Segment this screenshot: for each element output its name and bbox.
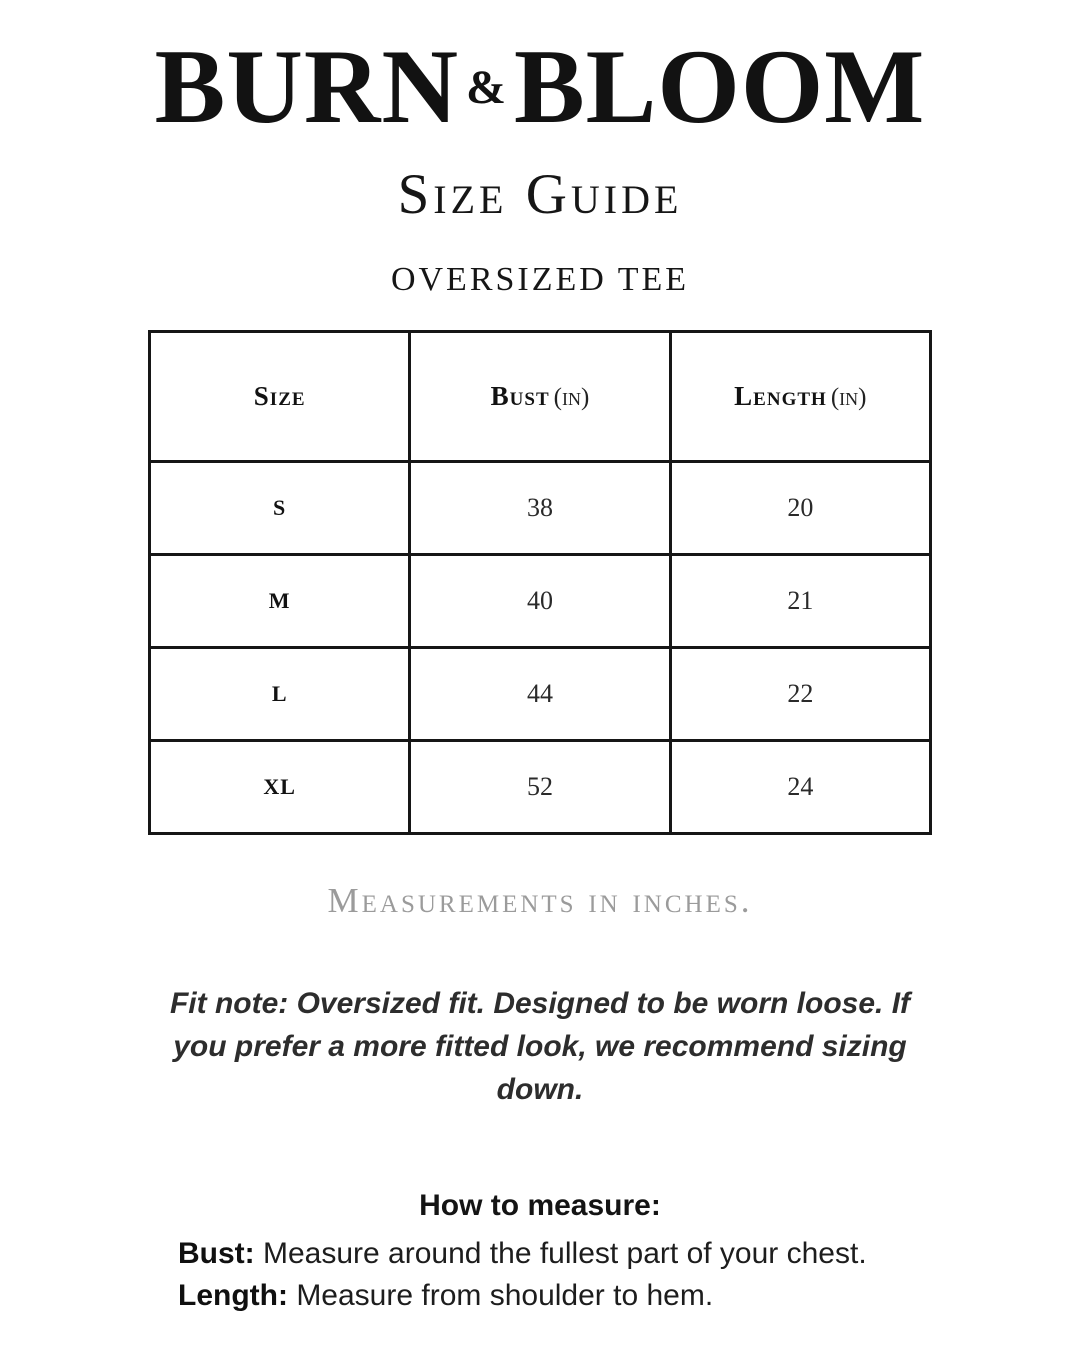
- how-to-measure-lines: [178, 1233, 968, 1318]
- size-table: [148, 330, 932, 835]
- fit-note: Fit note: Oversized fit. Designed to be worn loose. If you prefer a more fitted look, we recommend sizing down.: [169, 987, 911, 1106]
- bust-instruction-label: Bust:: [178, 1236, 255, 1270]
- how-to-measure-heading: How to measure:: [419, 1188, 661, 1222]
- bust-value: 38: [410, 462, 670, 555]
- brand-title: [0, 28, 1080, 145]
- bust-value: 44: [410, 648, 670, 741]
- brand-name-right: BLOOM: [513, 28, 926, 145]
- bust-value: 40: [410, 555, 670, 648]
- how-to-measure-section: [0, 1186, 1080, 1318]
- size-label: XL: [150, 741, 410, 834]
- col-header-bust: [410, 332, 670, 462]
- length-value: 21: [670, 555, 930, 648]
- col-header-length-unit: (in): [830, 384, 867, 412]
- col-header-length-label: Length: [734, 381, 827, 412]
- length-value: 22: [670, 648, 930, 741]
- bust-instruction-text: Measure around the fullest part of your chest.: [263, 1236, 867, 1270]
- col-header-bust-label: Bust: [490, 381, 550, 412]
- product-name: OVERSIZED TEE: [390, 260, 690, 298]
- size-label: M: [150, 555, 410, 648]
- col-header-bust-unit: (in): [553, 384, 590, 412]
- size-table-body: [150, 462, 931, 834]
- units-note: Measurements in inches.: [327, 881, 753, 921]
- bust-value: 52: [410, 741, 670, 834]
- size-label: L: [150, 648, 410, 741]
- col-header-size-label: Size: [253, 381, 306, 412]
- length-instruction-text: Measure from shoulder to hem.: [296, 1279, 714, 1313]
- col-header-size: [150, 332, 410, 462]
- table-row-l: [150, 648, 931, 741]
- length-instruction-label: Length:: [178, 1279, 288, 1313]
- length-instruction: [178, 1275, 968, 1318]
- ampersand: &: [466, 61, 507, 114]
- col-header-length: [670, 332, 930, 462]
- table-row-m: [150, 555, 931, 648]
- size-table-header: [150, 332, 931, 462]
- bust-instruction: [178, 1233, 968, 1276]
- table-row-xl: [150, 741, 931, 834]
- header-row: [150, 332, 931, 462]
- brand-name-left: BURN: [154, 28, 459, 145]
- size-label: S: [150, 462, 410, 555]
- length-value: 20: [670, 462, 930, 555]
- length-value: 24: [670, 741, 930, 834]
- page-title: Size Guide: [397, 163, 683, 226]
- table-row-s: [150, 462, 931, 555]
